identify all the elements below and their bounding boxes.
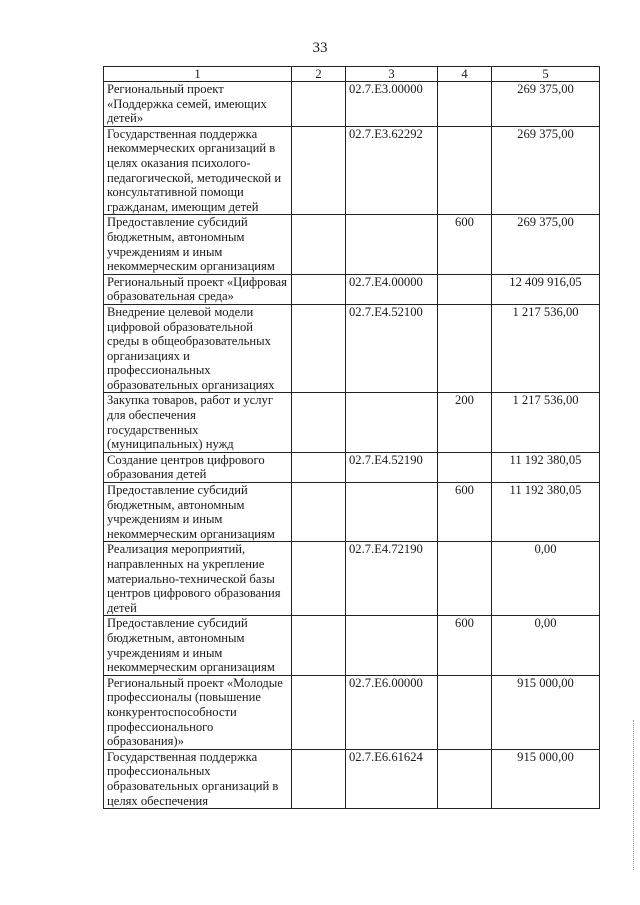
row-amount: 0,00 [492,616,600,675]
row-code: 02.7.Е4.00000 [346,274,438,304]
row-col2 [292,542,346,616]
margin-mark [633,720,636,870]
table-row [104,452,600,482]
row-name: Предоставление субсидий бюджетным, автономным учреждениям и иным некоммерческим организациям [104,483,292,542]
row-name: Предоставление субсидий бюджетным, автономным учреждениям и иным некоммерческим организациям [104,616,292,675]
row-code: 02.7.Е6.61624 [346,749,438,808]
table-body [104,82,600,809]
row-col2 [292,452,346,482]
row-amount: 915 000,00 [492,675,600,749]
row-name: Закупка товаров, работ и услуг для обеспечения государственных (муниципальных) нужд [104,393,292,452]
row-col2 [292,82,346,127]
row-amount: 11 192 380,05 [492,452,600,482]
row-amount: 1 217 536,00 [492,393,600,452]
row-name: Региональный проект «Поддержка семей, имеющих детей» [104,82,292,127]
row-expense-type [438,675,492,749]
column-header-3: 3 [346,67,438,82]
row-code [346,393,438,452]
row-col2 [292,675,346,749]
row-name: Региональный проект «Молодые профессионалы (повышение конкурентоспособности профессионального образования)» [104,675,292,749]
row-expense-type [438,452,492,482]
row-amount: 269 375,00 [492,82,600,127]
row-name: Реализация мероприятий, направленных на укрепление материально-технической базы центров цифрового образования детей [104,542,292,616]
row-amount: 11 192 380,05 [492,483,600,542]
row-code: 02.7.Е6.00000 [346,675,438,749]
row-expense-type [438,304,492,393]
row-expense-type: 600 [438,483,492,542]
column-header-2: 2 [292,67,346,82]
row-name: Создание центров цифрового образования детей [104,452,292,482]
table-row [104,82,600,127]
table-row [104,274,600,304]
column-number-row [104,67,600,82]
row-code: 02.7.Е4.72190 [346,542,438,616]
row-col2 [292,126,346,215]
row-expense-type [438,542,492,616]
table-row [104,304,600,393]
row-expense-type [438,274,492,304]
row-col2 [292,483,346,542]
page-number: 33 [312,40,328,56]
table-row [104,215,600,274]
table-row [104,126,600,215]
table-row [104,542,600,616]
row-code: 02.7.Е4.52100 [346,304,438,393]
budget-table [103,66,600,809]
row-amount: 0,00 [492,542,600,616]
row-col2 [292,616,346,675]
row-name: Предоставление субсидий бюджетным, автономным учреждениям и иным некоммерческим организациям [104,215,292,274]
row-col2 [292,749,346,808]
row-expense-type: 200 [438,393,492,452]
column-header-4: 4 [438,67,492,82]
row-col2 [292,304,346,393]
row-code: 02.7.Е4.52190 [346,452,438,482]
row-amount: 1 217 536,00 [492,304,600,393]
row-expense-type: 600 [438,616,492,675]
row-col2 [292,393,346,452]
table-row [104,393,600,452]
row-code: 02.7.Е3.62292 [346,126,438,215]
row-amount: 915 000,00 [492,749,600,808]
row-name: Внедрение целевой модели цифровой образовательной среды в общеобразовательных организациях и профессиональных образовательных организациях [104,304,292,393]
table-row [104,616,600,675]
row-name: Государственная поддержка профессиональных образовательных организаций в целях обеспечения [104,749,292,808]
row-code [346,483,438,542]
row-col2 [292,274,346,304]
table-row [104,483,600,542]
row-col2 [292,215,346,274]
row-code [346,215,438,274]
row-code [346,616,438,675]
row-expense-type [438,126,492,215]
table-row [104,749,600,808]
row-expense-type: 600 [438,215,492,274]
table-row [104,675,600,749]
row-code: 02.7.Е3.00000 [346,82,438,127]
row-name: Региональный проект «Цифровая образовательная среда» [104,274,292,304]
row-name: Государственная поддержка некоммерческих организаций в целях оказания психолого-педагогической, методической и консультативной помощи гражданам, имеющим детей [104,126,292,215]
row-amount: 269 375,00 [492,126,600,215]
row-amount: 269 375,00 [492,215,600,274]
row-expense-type [438,82,492,127]
column-header-5: 5 [492,67,600,82]
row-expense-type [438,749,492,808]
column-header-1: 1 [104,67,292,82]
row-amount: 12 409 916,05 [492,274,600,304]
